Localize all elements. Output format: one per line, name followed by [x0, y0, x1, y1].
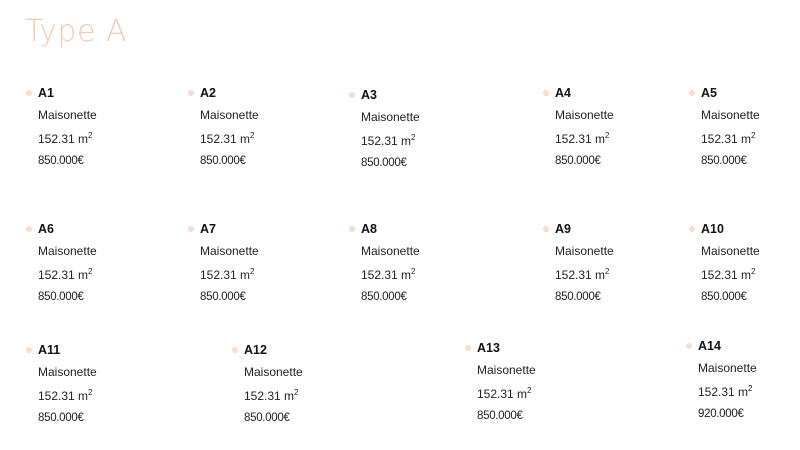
bullet-dot-icon	[543, 226, 549, 232]
unit-area	[38, 386, 148, 403]
unit-area	[38, 129, 148, 146]
unit-card-a11	[38, 343, 148, 425]
unit-type: Maisonette	[200, 243, 259, 258]
bullet-dot-icon	[689, 226, 695, 232]
unit-area	[477, 384, 587, 401]
unit-area	[244, 386, 354, 403]
unit-id: A5	[701, 86, 717, 100]
unit-type: Maisonette	[38, 364, 97, 379]
area-exponent: 2	[88, 388, 93, 397]
unit-type: Maisonette	[361, 109, 420, 124]
unit-price: 850.000€	[200, 154, 246, 167]
unit-price: 850.000€	[477, 409, 523, 422]
area-exponent: 2	[605, 131, 610, 140]
area-unit: m	[738, 385, 749, 399]
area-unit: m	[401, 268, 412, 282]
unit-price: 850.000€	[701, 154, 747, 167]
area-value: 152.31	[555, 268, 592, 282]
unit-area	[361, 131, 471, 148]
area-unit: m	[741, 132, 752, 146]
area-exponent: 2	[88, 267, 93, 276]
area-exponent: 2	[294, 388, 299, 397]
unit-type: Maisonette	[244, 364, 303, 379]
unit-id: A4	[555, 86, 571, 100]
bullet-dot-icon	[188, 226, 194, 232]
unit-price: 850.000€	[200, 290, 246, 303]
bullet-dot-icon	[188, 90, 194, 96]
unit-type: Maisonette	[698, 360, 757, 375]
bullet-dot-icon	[232, 347, 238, 353]
unit-area	[701, 129, 800, 146]
area-exponent: 2	[88, 131, 93, 140]
unit-card-a7	[200, 222, 310, 304]
unit-type: Maisonette	[701, 107, 760, 122]
bullet-dot-icon	[465, 345, 471, 351]
area-value: 152.31	[361, 268, 398, 282]
area-exponent: 2	[411, 267, 416, 276]
bullet-dot-icon	[26, 347, 32, 353]
unit-price: 850.000€	[38, 154, 84, 167]
area-unit: m	[741, 268, 752, 282]
unit-id: A11	[38, 343, 61, 357]
area-unit: m	[595, 132, 606, 146]
unit-card-a2	[200, 86, 310, 168]
unit-type: Maisonette	[38, 243, 97, 258]
area-unit: m	[78, 132, 89, 146]
unit-price: 850.000€	[361, 156, 407, 169]
area-value: 152.31	[38, 268, 75, 282]
unit-card-a3	[361, 88, 471, 170]
area-unit: m	[595, 268, 606, 282]
area-value: 152.31	[477, 387, 514, 401]
area-unit: m	[78, 268, 89, 282]
unit-type: Maisonette	[477, 362, 536, 377]
unit-id: A7	[200, 222, 216, 236]
area-value: 152.31	[361, 134, 398, 148]
area-value: 152.31	[701, 268, 738, 282]
unit-type: Maisonette	[555, 107, 614, 122]
bullet-dot-icon	[349, 92, 355, 98]
area-value: 152.31	[38, 132, 75, 146]
unit-id: A9	[555, 222, 571, 236]
unit-price: 850.000€	[555, 154, 601, 167]
unit-id: A12	[244, 343, 267, 357]
bullet-dot-icon	[349, 226, 355, 232]
unit-card-a6	[38, 222, 148, 304]
area-exponent: 2	[748, 384, 753, 393]
unit-id: A10	[701, 222, 724, 236]
unit-id: A3	[361, 88, 377, 102]
unit-id: A14	[698, 339, 721, 353]
area-unit: m	[284, 389, 295, 403]
unit-area	[698, 382, 800, 399]
area-value: 152.31	[244, 389, 281, 403]
area-exponent: 2	[751, 131, 756, 140]
area-exponent: 2	[411, 133, 416, 142]
unit-id: A8	[361, 222, 377, 236]
area-value: 152.31	[698, 385, 735, 399]
unit-area	[200, 265, 310, 282]
unit-type: Maisonette	[701, 243, 760, 258]
unit-area	[361, 265, 471, 282]
unit-price: 850.000€	[555, 290, 601, 303]
area-exponent: 2	[527, 386, 532, 395]
unit-price: 850.000€	[244, 411, 290, 424]
area-unit: m	[240, 268, 251, 282]
area-exponent: 2	[250, 131, 255, 140]
unit-price: 850.000€	[38, 290, 84, 303]
unit-id: A2	[200, 86, 216, 100]
unit-card-a9	[555, 222, 665, 304]
area-value: 152.31	[200, 132, 237, 146]
bullet-dot-icon	[26, 90, 32, 96]
area-unit: m	[401, 134, 412, 148]
unit-type: Maisonette	[555, 243, 614, 258]
area-unit: m	[78, 389, 89, 403]
area-exponent: 2	[250, 267, 255, 276]
unit-area	[200, 129, 310, 146]
unit-type: Maisonette	[200, 107, 259, 122]
unit-price: 850.000€	[701, 290, 747, 303]
bullet-dot-icon	[689, 90, 695, 96]
unit-area	[555, 129, 665, 146]
area-value: 152.31	[200, 268, 237, 282]
unit-price: 850.000€	[361, 290, 407, 303]
bullet-dot-icon	[543, 90, 549, 96]
unit-card-a13	[477, 341, 587, 423]
area-exponent: 2	[751, 267, 756, 276]
unit-area	[701, 265, 800, 282]
unit-id: A1	[38, 86, 54, 100]
unit-card-a1	[38, 86, 148, 168]
unit-id: A6	[38, 222, 54, 236]
area-value: 152.31	[701, 132, 738, 146]
unit-card-a12	[244, 343, 354, 425]
unit-card-a10	[701, 222, 800, 304]
unit-card-a4	[555, 86, 665, 168]
unit-area	[555, 265, 665, 282]
unit-price: 850.000€	[38, 411, 84, 424]
unit-id: A13	[477, 341, 500, 355]
area-unit: m	[240, 132, 251, 146]
unit-type: Maisonette	[38, 107, 97, 122]
unit-card-a5	[701, 86, 800, 168]
unit-card-a14	[698, 339, 800, 421]
bullet-dot-icon	[686, 343, 692, 349]
area-exponent: 2	[605, 267, 610, 276]
unit-area	[38, 265, 148, 282]
area-value: 152.31	[38, 389, 75, 403]
unit-type: Maisonette	[361, 243, 420, 258]
bullet-dot-icon	[26, 226, 32, 232]
unit-card-a8	[361, 222, 471, 304]
area-value: 152.31	[555, 132, 592, 146]
area-unit: m	[517, 387, 528, 401]
page-title: Type A	[25, 14, 127, 49]
unit-price: 920.000€	[698, 407, 744, 420]
